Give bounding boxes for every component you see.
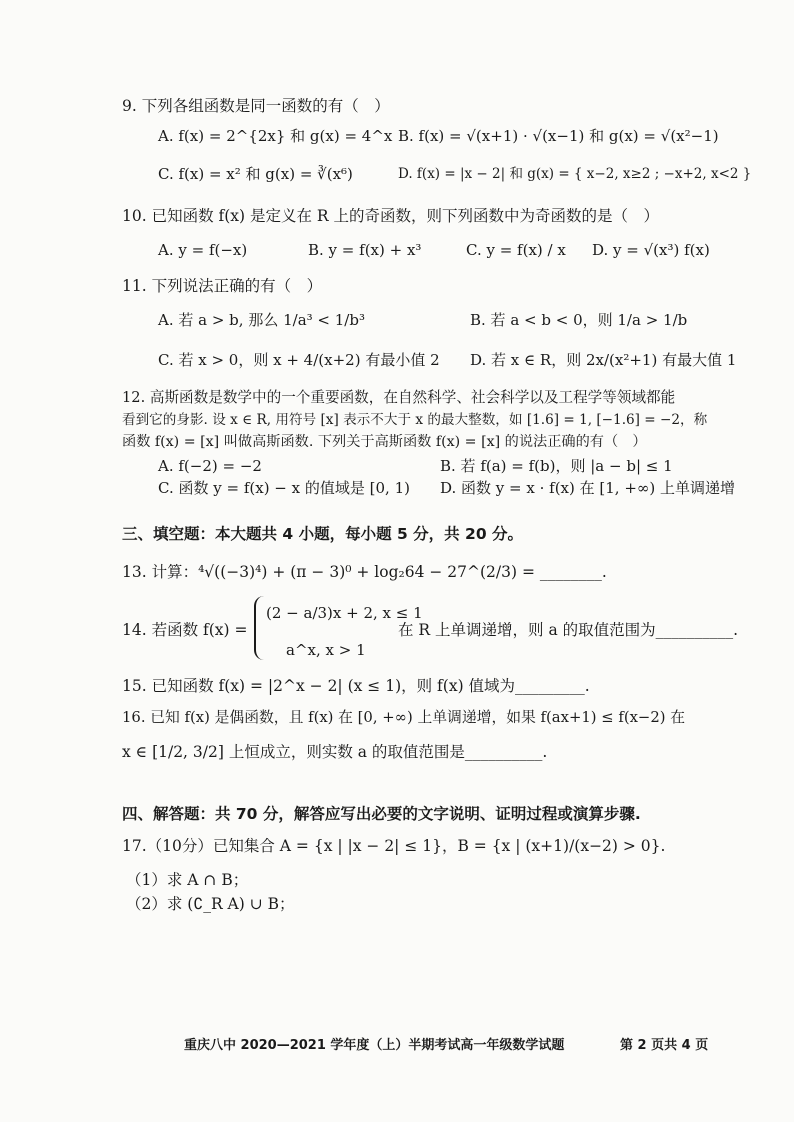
q12-line1: 12. 高斯函数是数学中的一个重要函数，在自然科学、社会科学以及工程学等领域都能 xyxy=(122,389,676,406)
q10-stem: 10. 已知函数 f(x) 是定义在 R 上的奇函数，则下列函数中为奇函数的是（ ） xyxy=(122,207,660,225)
footer-title: 重庆八中 2020—2021 学年度（上）半期考试高一年级数学试题 xyxy=(184,1038,565,1053)
q14-case2: a^x, x > 1 xyxy=(286,641,366,659)
q10-option-d: D. y = √(x³) f(x) xyxy=(592,241,710,259)
q10-option-c: C. y = f(x) / x xyxy=(466,241,566,259)
q11-option-d: D. 若 x ∈ R，则 2x/(x²+1) 有最大值 1 xyxy=(470,351,737,369)
q15: 15. 已知函数 f(x) = |2^x − 2| (x ≤ 1)，则 f(x) 值域为_________. xyxy=(122,677,590,695)
q14-suffix: 在 R 上单调递增，则 a 的取值范围为__________. xyxy=(398,621,739,639)
q16-line2: x ∈ [1/2, 3/2] 上恒成立，则实数 a 的取值范围是__________. xyxy=(122,743,548,761)
q10-option-b: B. y = f(x) + x³ xyxy=(308,241,422,259)
q12-line3: 函数 f(x) = [x] 叫做高斯函数. 下列关于高斯函数 f(x) = [x] 的说法正确的有（ ） xyxy=(122,434,647,450)
q9-option-a: A. f(x) = 2^{2x} 和 g(x) = 4^x xyxy=(158,127,393,145)
footer-page-number: 第 2 页共 4 页 xyxy=(620,1038,709,1053)
q17-part1: （1）求 A ∩ B； xyxy=(126,871,249,889)
q16-line1: 16. 已知 f(x) 是偶函数，且 f(x) 在 [0, +∞) 上单调递增，如果 f(ax+1) ≤ f(x−2) 在 xyxy=(122,709,686,726)
q13: 13. 计算：⁴√((−3)⁴) + (π − 3)⁰ + log₂64 − 27^(2/3) = ________. xyxy=(122,563,607,581)
q11-option-c: C. 若 x > 0，则 x + 4/(x+2) 有最小值 2 xyxy=(158,351,440,369)
q9-option-b: B. f(x) = √(x+1) · √(x−1) 和 g(x) = √(x²−1) xyxy=(398,127,719,145)
q12-line2: 看到它的身影. 设 x ∈ R, 用符号 [x] 表示不大于 x 的最大整数，如 [1.6] = 1, [−1.6] = −2，称 xyxy=(122,412,708,428)
q11-option-b: B. 若 a < b < 0，则 1/a > 1/b xyxy=(470,311,688,329)
q9-stem: 9. 下列各组函数是同一函数的有（ ） xyxy=(122,97,390,115)
section-4-heading: 四、解答题：共 70 分，解答应写出必要的文字说明、证明过程或演算步骤. xyxy=(122,805,641,823)
q17-stem: 17.（10分）已知集合 A = {x | |x − 2| ≤ 1}，B = {x | (x+1)/(x−2) > 0}. xyxy=(122,837,666,855)
q9-option-d: D. f(x) = |x − 2| 和 g(x) = { x−2, x≥2 ; −x+2, x<2 } xyxy=(398,166,752,182)
q11-stem: 11. 下列说法正确的有（ ） xyxy=(122,277,323,295)
q12-option-b: B. 若 f(a) = f(b)，则 |a − b| ≤ 1 xyxy=(440,457,673,475)
q12-option-d: D. 函数 y = x · f(x) 在 [1, +∞) 上单调递增 xyxy=(440,479,736,497)
q12-option-c: C. 函数 y = f(x) − x 的值域是 [0, 1) xyxy=(158,479,410,497)
q11-option-a: A. 若 a > b, 那么 1/a³ < 1/b³ xyxy=(158,311,365,329)
q9-option-c: C. f(x) = x² 和 g(x) = ∛(x⁶) xyxy=(158,165,353,183)
q12-option-a: A. f(−2) = −2 xyxy=(158,457,262,475)
section-3-heading: 三、填空题：本大题共 4 小题，每小题 5 分，共 20 分。 xyxy=(122,525,524,543)
q17-part2: （2）求 (∁_R A) ∪ B； xyxy=(126,895,295,913)
q14-prefix: 14. 若函数 f(x) = xyxy=(122,621,248,639)
q14-case1: (2 − a/3)x + 2, x ≤ 1 xyxy=(266,604,423,622)
q14-brace xyxy=(254,596,266,660)
q10-option-a: A. y = f(−x) xyxy=(158,241,248,259)
